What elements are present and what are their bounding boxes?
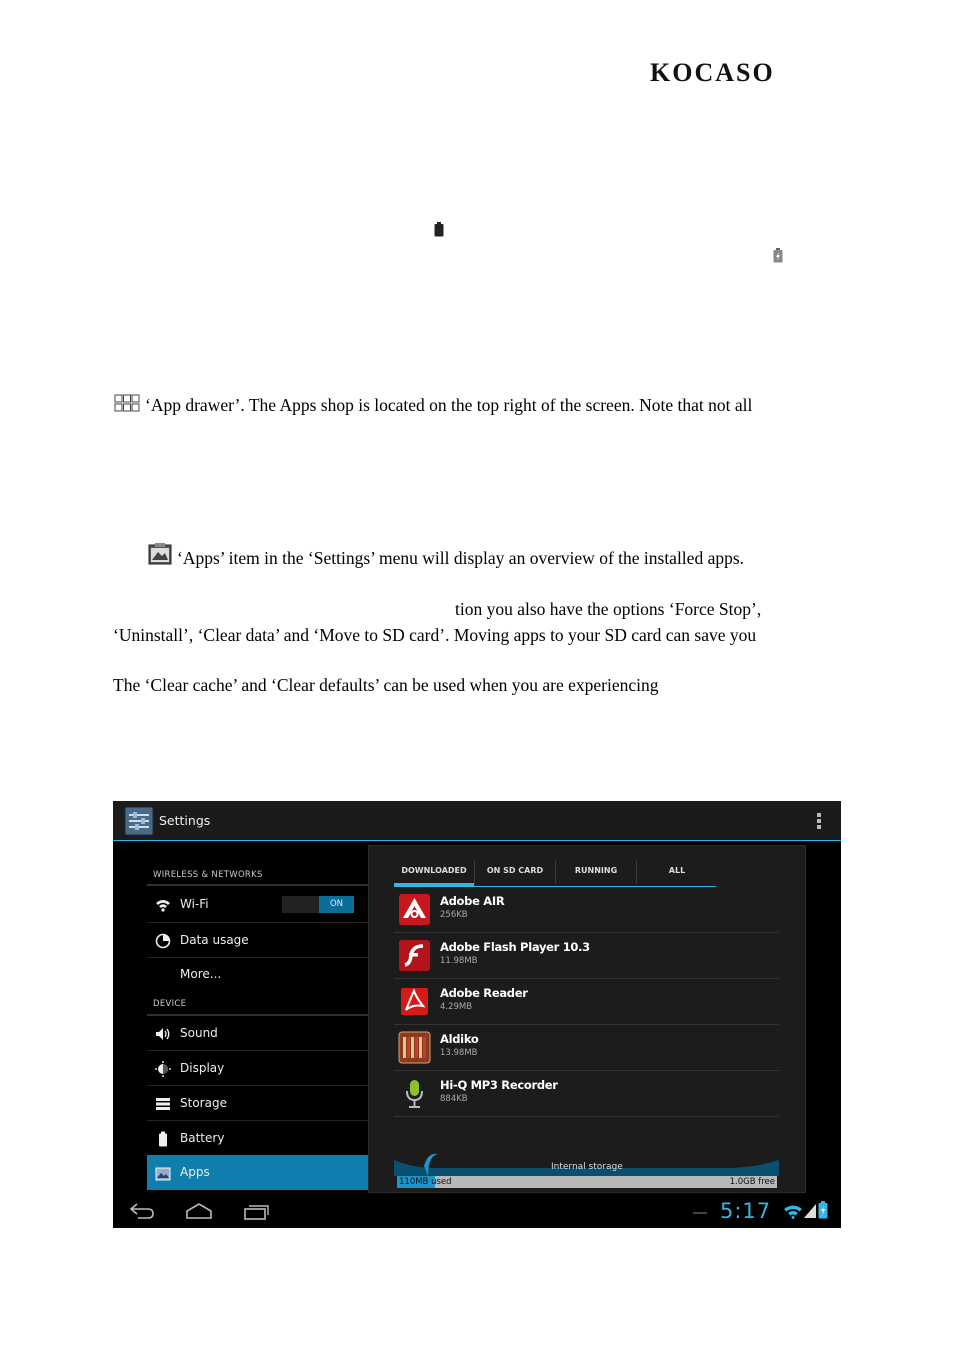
tab-running[interactable]: RUNNING (574, 866, 618, 875)
adobe-flash-icon (398, 939, 431, 972)
storage-used-label: 110MB used (399, 1177, 452, 1187)
settings-item-label: Display (180, 1061, 225, 1075)
apps-icon (155, 1165, 171, 1181)
doc-text-line: ‘App drawer’. The Apps shop is located on the top right of the screen. Note that not all (145, 395, 753, 415)
wifi-signal-icon (783, 1203, 803, 1219)
settings-item-label: Data usage (180, 933, 249, 947)
storage-icon (155, 1096, 171, 1112)
app-row-hiq-mp3-recorder[interactable] (394, 1070, 779, 1116)
aldiko-icon (398, 1031, 431, 1064)
wifi-icon (155, 897, 171, 913)
settings-item-apps[interactable] (147, 1155, 368, 1190)
tab-downloaded[interactable]: DOWNLOADED (401, 866, 467, 875)
doc-text-line: ‘Apps’ item in the ‘Settings’ menu will display an overview of the installed apps. (177, 548, 745, 568)
app-name: Adobe Flash Player 10.3 (440, 940, 590, 954)
doc-text-line: tion you also have the options ‘Force Stop’, (455, 599, 762, 619)
app-row-adobe-flash[interactable] (394, 932, 779, 978)
app-row-adobe-air[interactable] (394, 886, 779, 932)
battery-icon (155, 1131, 171, 1147)
recent-apps-icon[interactable] (243, 1201, 271, 1221)
kocaso-logo: KOCASO (650, 58, 775, 87)
app-name: Hi-Q MP3 Recorder (440, 1078, 558, 1092)
app-row-aldiko[interactable] (394, 1024, 779, 1070)
status-clock: 5:17 (720, 1199, 772, 1223)
app-size: 4.29MB (440, 1002, 473, 1012)
battery-charging-icon (773, 248, 783, 263)
status-dash (693, 1212, 707, 1214)
system-nav-bar (113, 1195, 841, 1228)
section-header-wireless: WIRELESS & NETWORKS (153, 870, 263, 880)
storage-free-label: 1.0GB free (729, 1177, 775, 1187)
settings-apps-icon (148, 542, 172, 566)
settings-item-label: Storage (180, 1096, 227, 1110)
adobe-reader-icon (398, 985, 431, 1018)
settings-item-display[interactable] (147, 1051, 368, 1085)
display-icon (155, 1061, 171, 1077)
cell-signal-icon (803, 1203, 817, 1219)
settings-item-data-usage[interactable] (147, 923, 368, 957)
storage-bar (397, 1176, 777, 1188)
section-divider (147, 884, 368, 886)
storage-title: Internal storage (551, 1162, 623, 1172)
doc-text-line: The ‘Clear cache’ and ‘Clear defaults’ can be used when you are experiencing (113, 675, 659, 695)
action-bar-title: Settings (159, 813, 211, 828)
settings-item-label: More... (180, 967, 222, 981)
overflow-menu-icon[interactable] (813, 811, 825, 831)
speaker-icon (155, 1026, 171, 1042)
action-bar (113, 801, 841, 841)
tab-on-sd-card[interactable]: ON SD CARD (486, 866, 544, 875)
wifi-toggle[interactable] (282, 896, 354, 913)
wifi-toggle-on: ON (319, 896, 354, 913)
back-icon[interactable] (128, 1201, 156, 1221)
home-icon[interactable] (185, 1201, 213, 1221)
app-size: 884KB (440, 1094, 468, 1104)
settings-item-battery[interactable] (147, 1121, 368, 1155)
battery-charging-icon (818, 1201, 828, 1219)
settings-item-label: Wi-Fi (180, 897, 209, 911)
apps-panel (368, 845, 806, 1193)
settings-screenshot (113, 801, 841, 1228)
settings-item-label: Battery (180, 1131, 225, 1145)
app-drawer-icon (114, 394, 140, 412)
data-usage-icon (155, 933, 171, 949)
app-divider (394, 1116, 779, 1117)
app-size: 13.98MB (440, 1048, 478, 1058)
app-name: Adobe Reader (440, 986, 528, 1000)
battery-icon (434, 222, 444, 237)
app-name: Aldiko (440, 1032, 479, 1046)
adobe-air-icon (398, 893, 431, 926)
settings-item-sound[interactable] (147, 1016, 368, 1050)
app-name: Adobe AIR (440, 894, 505, 908)
settings-item-label: Apps (180, 1165, 210, 1179)
settings-item-storage[interactable] (147, 1086, 368, 1120)
doc-text-line: ‘Uninstall’, ‘Clear data’ and ‘Move to SD card’. Moving apps to your SD card can save you (113, 625, 757, 645)
settings-icon (124, 806, 154, 836)
settings-item-more[interactable] (147, 957, 368, 991)
app-row-adobe-reader[interactable] (394, 978, 779, 1024)
app-size: 256KB (440, 910, 468, 920)
settings-item-label: Sound (180, 1026, 218, 1040)
tab-all[interactable]: ALL (668, 866, 686, 875)
microphone-icon (398, 1077, 431, 1110)
app-size: 11.98MB (440, 956, 478, 966)
section-header-device: DEVICE (153, 999, 187, 1009)
